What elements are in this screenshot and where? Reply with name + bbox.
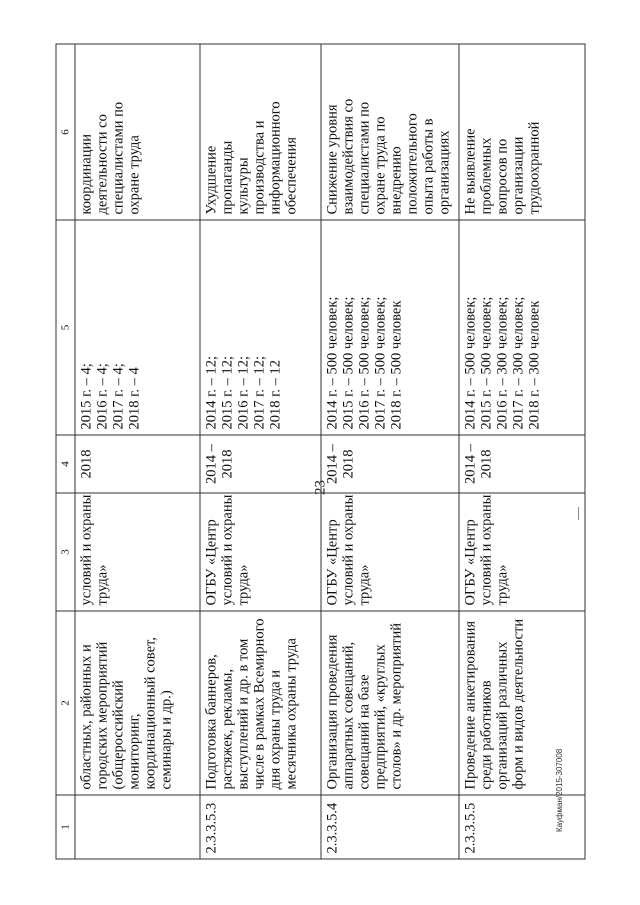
risk-cell: [321, 44, 459, 220]
document-stamp: Кауфман/2015-307008: [555, 748, 564, 832]
cell-line: координации: [78, 134, 94, 215]
cell-line: проблемных: [478, 137, 495, 215]
executor-cell: [75, 493, 200, 611]
column-number-row: [56, 44, 75, 859]
cell-line: мониторинг,: [126, 713, 142, 790]
program-table-wrapper: [55, 45, 585, 860]
cell-line: 2014 –: [202, 444, 219, 484]
cell-line: охране труда по: [372, 116, 389, 215]
cell-line: организаций различных: [494, 641, 511, 790]
cell-line: городских мероприятий: [94, 641, 110, 790]
cell-line: аппаратных совещаний,: [340, 641, 357, 790]
cell-line: деятельности со: [94, 114, 110, 215]
cell-line: 2017 г. – 500 человек;: [372, 296, 389, 430]
risk-cell: [75, 44, 200, 220]
cell-line: условий и охраны: [478, 494, 495, 606]
cell-line: культуры: [234, 157, 251, 215]
cell-line: Проведение анкетирования: [462, 620, 479, 790]
cell-line: труда»: [234, 564, 251, 606]
cell-line: 2015 г. – 500 человек;: [478, 296, 495, 430]
table-row: [459, 44, 585, 859]
cell-line: 2018 г. – 300 человек: [526, 300, 543, 430]
cell-line: Организация проведения: [324, 634, 341, 790]
cell-line: организациях: [436, 130, 453, 215]
cell-line: 2017 г. – 12;: [250, 355, 267, 430]
cell-line: (общероссийский: [110, 680, 126, 790]
cell-line: информационного: [266, 101, 283, 215]
cell-line: 2018 г. – 4: [126, 367, 142, 430]
activity-cell: [321, 611, 459, 795]
cell-line: 2014 –: [324, 444, 341, 484]
cell-line: 2016 г. – 4;: [94, 363, 110, 430]
item-number-cell: 2.3.3.5.4: [321, 795, 459, 859]
activity-cell: [459, 611, 585, 795]
cell-line: организации: [510, 136, 527, 215]
cell-line: столов» и др. мероприятий: [388, 622, 405, 790]
indicators-cell: [321, 220, 459, 435]
page-number: 23: [312, 480, 329, 495]
cell-line: трудоохранной: [526, 121, 543, 215]
cell-line: числе в рамках Всемирного: [250, 618, 267, 790]
indicators-cell: [459, 220, 585, 435]
margin-mark: [578, 507, 579, 520]
risk-cell: [459, 44, 585, 220]
cell-line: координационный совет,: [142, 637, 158, 790]
years-cell: [321, 435, 459, 493]
cell-line: 2014 –: [462, 444, 479, 484]
item-number-cell: 2.3.3.5.5: [459, 795, 585, 859]
cell-line: труда»: [94, 564, 110, 606]
cell-line: растяжек, рекламы,: [218, 669, 235, 790]
item-number-cell: [75, 795, 200, 859]
cell-line: 2015 г. – 500 человек;: [340, 296, 357, 430]
indicators-cell: [75, 220, 200, 435]
cell-line: охране труда: [126, 135, 142, 215]
column-number: 1: [56, 795, 75, 859]
cell-line: 2014 г. – 12;: [202, 355, 219, 430]
cell-line: 2018: [340, 449, 357, 479]
cell-line: форм и видов деятельности: [510, 618, 527, 790]
cell-line: ОГБУ «Центр: [202, 519, 219, 606]
cell-line: областных, районных и: [78, 644, 94, 790]
cell-line: условий и охраны: [218, 494, 235, 606]
cell-line: 2016 г. – 12;: [234, 355, 251, 430]
cell-line: 2014 г. – 500 человек;: [324, 296, 341, 430]
column-number: 2: [56, 611, 75, 795]
cell-line: внедрению: [388, 146, 405, 215]
cell-line: труда»: [494, 564, 511, 606]
cell-line: Ухудшение: [202, 145, 219, 215]
executor-cell: [199, 493, 321, 611]
cell-line: 2018: [78, 449, 94, 479]
executor-cell: [321, 493, 459, 611]
cell-line: специалистами по: [110, 101, 126, 215]
indicators-cell: [199, 220, 321, 435]
cell-line: условий и охраны: [78, 494, 94, 606]
cell-line: выступлений и др. в том: [234, 638, 251, 790]
risk-cell: [199, 44, 321, 220]
program-table: [55, 44, 585, 860]
cell-line: положительного: [404, 113, 421, 215]
cell-line: специалистами по: [356, 101, 373, 215]
cell-line: совещаний на базе: [356, 674, 373, 790]
cell-line: 2016 г. – 300 человек;: [494, 296, 511, 430]
column-number: 6: [56, 44, 75, 220]
cell-line: 2018: [478, 449, 495, 479]
activity-cell: [199, 611, 321, 795]
item-number-cell: 2.3.3.5.3: [199, 795, 321, 859]
cell-line: месячника охраны труда: [282, 638, 299, 790]
cell-line: среди работников: [478, 680, 495, 790]
column-number: 4: [56, 435, 75, 493]
cell-line: ОГБУ «Центр: [462, 519, 479, 606]
cell-line: условий и охраны: [340, 494, 357, 606]
cell-line: вопросов по: [494, 138, 511, 215]
cell-line: 2015 г. – 4;: [78, 363, 94, 430]
cell-line: пропаганды: [218, 140, 235, 215]
executor-cell: [459, 493, 585, 611]
cell-line: 2014 г. – 500 человек;: [462, 296, 479, 430]
cell-line: 2015 г. – 12;: [218, 355, 235, 430]
cell-line: Не выявление: [462, 128, 479, 215]
cell-line: предприятий, «круглых: [372, 644, 389, 790]
column-number: 5: [56, 220, 75, 435]
table-row: [321, 44, 459, 859]
cell-line: 2018 г. – 12: [266, 359, 283, 430]
cell-line: 2016 г. – 500 человек;: [356, 296, 373, 430]
years-cell: [199, 435, 321, 493]
cell-line: опыта работы в: [420, 118, 437, 215]
cell-line: труда»: [356, 564, 373, 606]
cell-line: Снижение уровня: [324, 104, 341, 215]
column-number: 3: [56, 493, 75, 611]
years-cell: [459, 435, 585, 493]
cell-line: ОГБУ «Центр: [324, 519, 341, 606]
cell-line: 2017 г. – 4;: [110, 363, 126, 430]
activity-cell: [75, 611, 200, 795]
cell-line: обеспечения: [282, 137, 299, 215]
cell-line: Подготовка баннеров,: [202, 654, 219, 790]
table-row: [199, 44, 321, 859]
cell-line: 2018 г. – 500 человек: [388, 300, 405, 430]
cell-line: дня охраны труда и: [266, 670, 283, 790]
cell-line: 2018: [218, 449, 235, 479]
cell-line: взаимодействия со: [340, 98, 357, 215]
cell-line: производства и: [250, 120, 267, 215]
table-row: [75, 44, 200, 859]
cell-line: семинары и др.): [158, 690, 174, 790]
cell-line: 2017 г. – 300 человек;: [510, 296, 527, 430]
years-cell: [75, 435, 200, 493]
